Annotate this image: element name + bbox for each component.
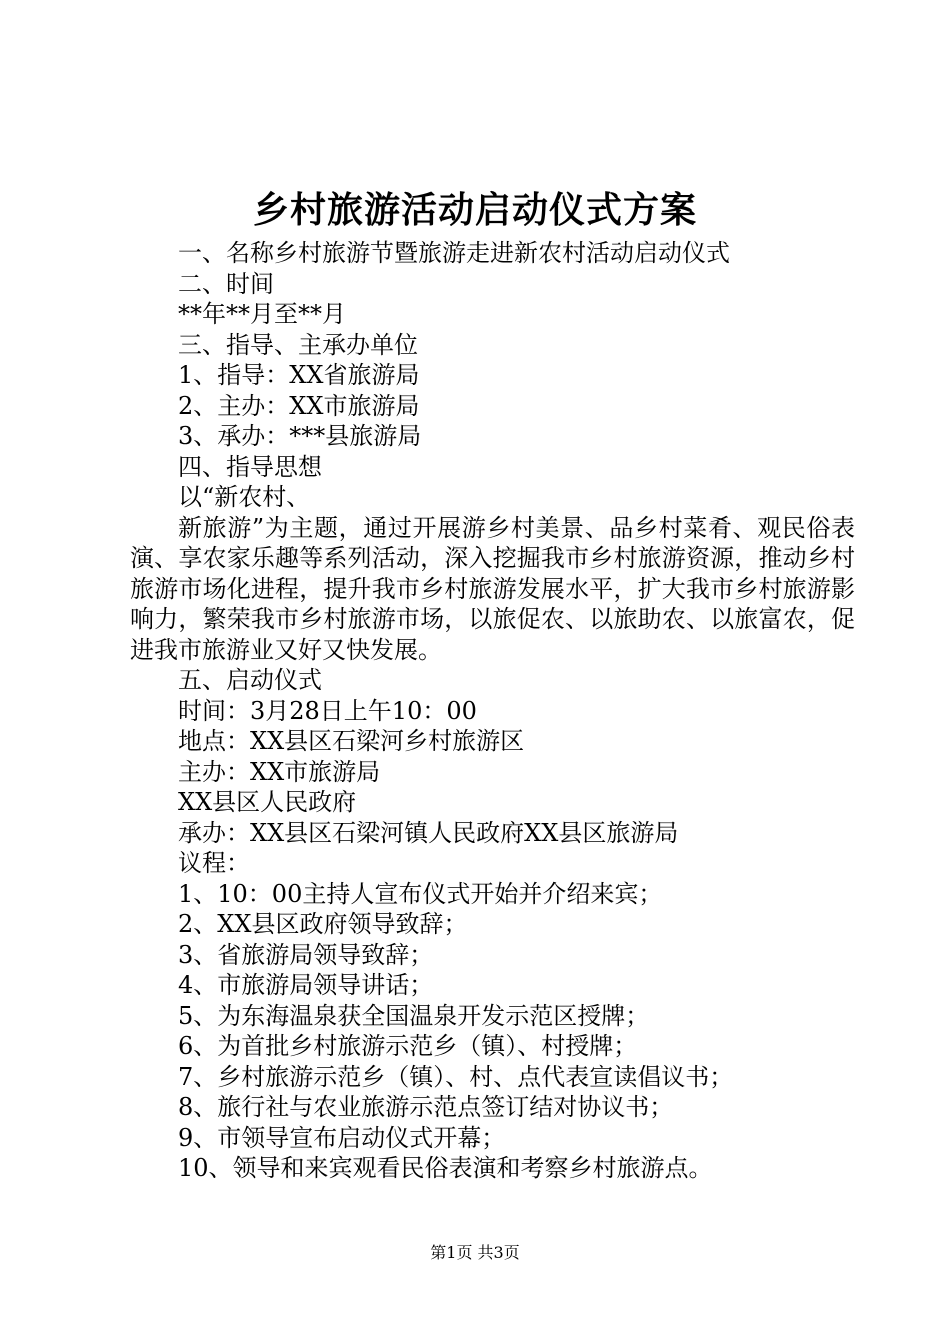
agenda-item: 2、XX县区政府领导致辞；	[178, 910, 468, 938]
organizer-guide-line: 1、指导：XX省旅游局	[178, 361, 420, 389]
ceremony-undertake-line: 承办：XX县区石梁河镇人民政府XX县区旅游局	[178, 818, 679, 847]
agenda-heading: 议程：	[178, 849, 250, 877]
agenda-item: 6、为首批乡村旅游示范乡（镇）、村授牌；	[178, 1032, 638, 1060]
guiding-thought-lead-line: 以“新农村、	[178, 483, 311, 511]
agenda-item: 10、领导和来宾观看民俗表演和考察乡村旅游点。	[178, 1154, 713, 1182]
organizer-host-line: 2、主办：XX市旅游局	[178, 391, 420, 420]
guiding-thought-paragraph: 新旅游”为主题，通过开展游乡村美景、品乡村菜肴、观民俗表演、享农家乐趣等系列活动，深入挖掘我市乡村旅游资源，推动乡村旅游市场化进程，提升我市乡村旅游发展水平，扩大我市乡村旅游影响力，繁荣我市乡村旅游市场，以旅促农、以旅助农、以旅富农，促进我市旅游业又好又快发展。	[130, 513, 855, 664]
agenda-item: 3、省旅游局领导致辞；	[178, 940, 434, 969]
ceremony-host-line: 主办：XX市旅游局	[178, 757, 381, 786]
section-heading-time: 二、时间	[178, 269, 274, 298]
agenda-item: 8、旅行社与农业旅游示范点签订结对协议书；	[178, 1093, 674, 1121]
section-heading-organizers: 三、指导、主承办单位	[178, 330, 418, 359]
document-title: 乡村旅游活动启动仪式方案	[252, 189, 697, 231]
section-heading-name: 一、名称乡村旅游节暨旅游走进新农村活动启动仪式	[178, 239, 730, 267]
agenda-item: 7、乡村旅游示范乡（镇）、村、点代表宣读倡议书；	[178, 1062, 734, 1091]
agenda-item: 1、10：00主持人宣布仪式开始并介绍来宾；	[178, 879, 663, 908]
section-heading-ceremony: 五、启动仪式	[178, 666, 322, 694]
agenda-item: 4、市旅游局领导讲话；	[178, 971, 434, 999]
section-heading-guiding-thought: 四、指导思想	[178, 452, 322, 481]
page-footer: 第1页 共3页	[430, 1243, 520, 1262]
agenda-item: 5、为东海温泉获全国温泉开发示范区授牌；	[178, 1001, 650, 1030]
ceremony-time-line: 时间：3月28日上午10：00	[178, 696, 477, 725]
organizer-undertake-line: 3、承办：***县旅游局	[178, 422, 422, 450]
document-body	[130, 238, 855, 1184]
ceremony-location-line: 地点：XX县区石梁河乡村旅游区	[178, 727, 525, 755]
agenda-item: 9、市领导宣布启动仪式开幕；	[178, 1123, 506, 1152]
ceremony-host-line-2: XX县区人民政府	[178, 788, 357, 816]
time-range-line: **年**月至**月	[178, 300, 346, 328]
